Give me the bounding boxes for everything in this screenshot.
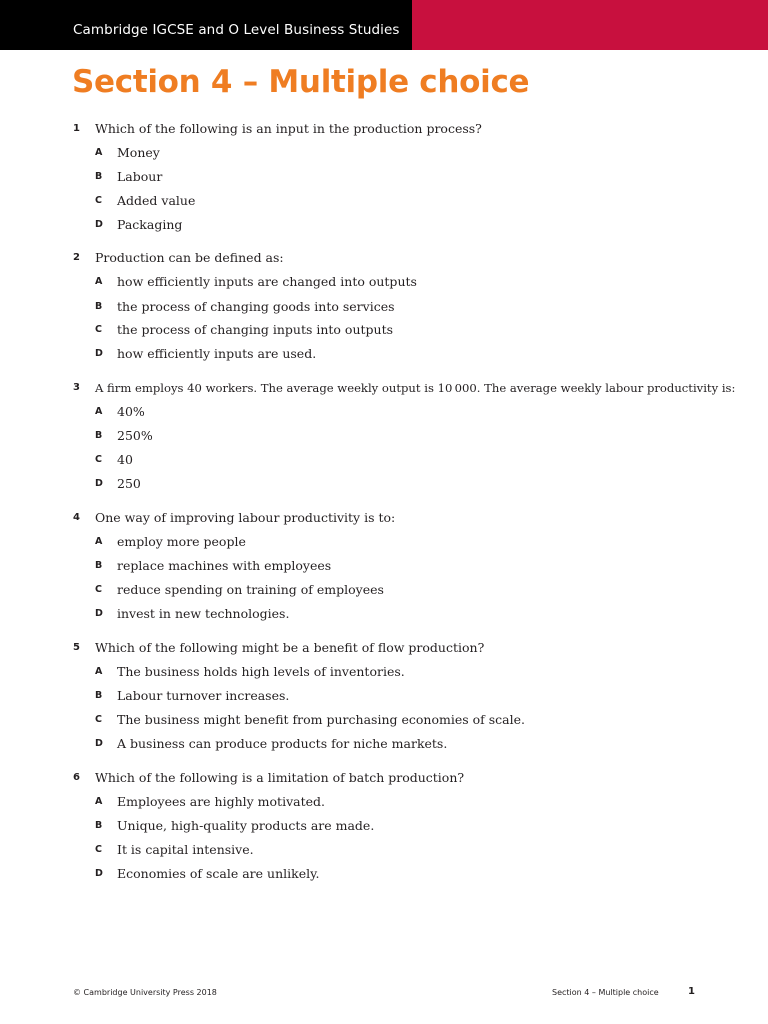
book-title: Cambridge IGCSE and O Level Business Studies [73,22,400,38]
option-b [0,428,768,444]
option-d [0,217,768,233]
option-letter: B [95,301,103,312]
question-text: One way of improving labour productivity is to: [95,510,396,525]
option-c [0,452,768,468]
option-letter: A [95,536,103,547]
question-text: Production can be defined as: [95,250,284,265]
option-text: 250 [117,476,141,491]
option-letter: D [95,608,103,619]
option-text: the process of changing inputs into outputs [117,322,394,337]
option-b [0,299,768,315]
option-d [0,346,768,362]
option-d [0,866,768,882]
option-c [0,193,768,209]
question-number: 5 [73,642,80,653]
section-title: Section 4 – Multiple choice [72,64,530,100]
option-letter: B [95,171,103,182]
option-b [0,688,768,704]
option-letter: D [95,478,103,489]
option-letter: D [95,348,103,359]
option-text: 250% [117,428,153,443]
option-letter: D [95,219,103,230]
option-text: It is capital intensive. [117,842,254,857]
option-letter: B [95,820,103,831]
option-letter: A [95,147,103,158]
option-c [0,842,768,858]
option-text: Money [117,145,160,160]
option-b [0,169,768,185]
page-header [0,0,768,50]
option-d [0,476,768,492]
option-a [0,145,768,161]
option-text: The business holds high levels of inventories. [117,664,405,679]
option-b [0,818,768,834]
footer-copyright: © Cambridge University Press 2018 [73,988,217,997]
option-letter: A [95,796,103,807]
option-letter: C [95,195,102,206]
question-number: 6 [73,772,80,783]
option-c [0,582,768,598]
option-b [0,558,768,574]
option-letter: C [95,454,102,465]
page-number: 1 [688,986,695,997]
option-letter: B [95,430,103,441]
question-number: 2 [73,252,80,263]
question-text: Which of the following is a limitation of batch production? [95,770,465,785]
option-text: Economies of scale are unlikely. [117,866,320,881]
option-a [0,794,768,810]
option-letter: C [95,714,102,725]
question-number: 4 [73,512,80,523]
option-a [0,534,768,550]
option-text: Labour turnover increases. [117,688,290,703]
option-a [0,274,768,290]
option-letter: D [95,738,103,749]
option-letter: B [95,690,103,701]
option-c [0,322,768,338]
option-text: Employees are highly motivated. [117,794,325,809]
option-text: employ more people [117,534,246,549]
option-letter: C [95,584,102,595]
option-text: The business might benefit from purchasing economies of scale. [117,712,525,727]
option-text: how efficiently inputs are used. [117,346,317,361]
option-letter: A [95,406,103,417]
option-text: 40% [117,404,145,419]
option-text: A business can produce products for niche markets. [117,736,448,751]
option-text: reduce spending on training of employees [117,582,384,597]
option-d [0,606,768,622]
option-text: 40 [117,452,133,467]
option-text: how efficiently inputs are changed into outputs [117,274,417,289]
option-a [0,664,768,680]
question-text: A firm employs 40 workers. The average weekly output is 10 000. The average weekly labour productivity is: [95,381,736,395]
option-d [0,736,768,752]
footer-section: Section 4 – Multiple choice [552,988,659,997]
option-letter: B [95,560,103,571]
question-text: Which of the following might be a benefit of flow production? [95,640,485,655]
option-text: invest in new technologies. [117,606,290,621]
question-number: 3 [73,382,80,393]
option-a [0,404,768,420]
option-text: replace machines with employees [117,558,332,573]
option-text: Labour [117,169,163,184]
option-letter: C [95,844,102,855]
option-letter: A [95,666,103,677]
question-number: 1 [73,123,80,134]
option-text: Packaging [117,217,183,232]
option-text: Added value [117,193,196,208]
option-letter: A [95,276,103,287]
option-c [0,712,768,728]
option-letter: C [95,324,102,335]
option-text: the process of changing goods into services [117,299,395,314]
header-red-band [412,0,768,50]
question-text: Which of the following is an input in the production process? [95,121,482,136]
option-text: Unique, high-quality products are made. [117,818,375,833]
option-letter: D [95,868,103,879]
